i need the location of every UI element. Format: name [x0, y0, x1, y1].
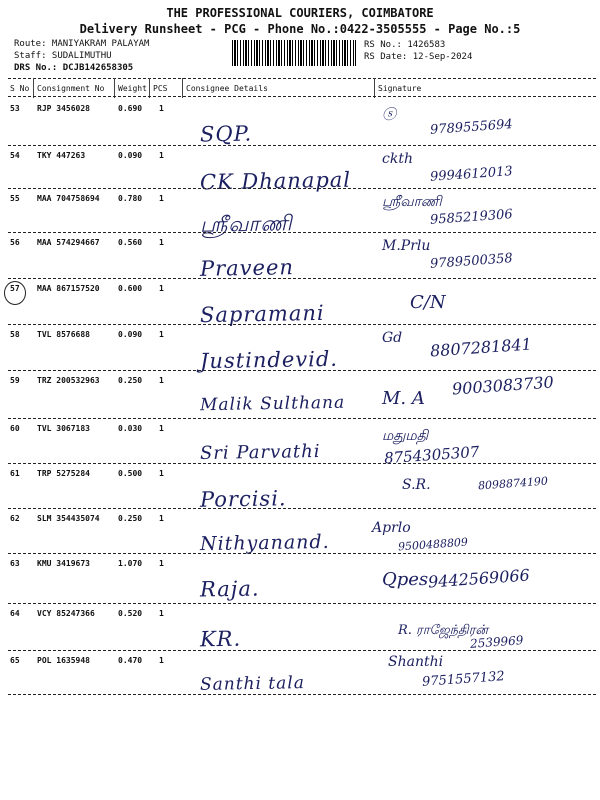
row-consignment-no: MAA 574294667 — [37, 238, 100, 247]
row-pcs: 1 — [159, 559, 164, 568]
handwritten-consignee: Porcisi. — [199, 486, 287, 512]
row-consignment-no: TRZ 200532963 — [37, 376, 100, 385]
handwritten-signature: S.R. — [402, 477, 431, 493]
table-row — [0, 650, 600, 718]
handwritten-consignee: CK Dhanapal — [199, 167, 352, 195]
row-pcs: 1 — [159, 376, 164, 385]
row-sno: 61 — [10, 469, 20, 478]
col-header-consignee: Consignee Details — [186, 84, 268, 93]
row-weight: 0.030 — [118, 424, 143, 433]
row-consignment-no: VCY 85247366 — [37, 609, 95, 618]
row-consignment-no: MAA 704758694 — [37, 194, 100, 203]
rs-number: RS No.: 1426583 — [364, 40, 446, 50]
route-label: Route: MANIYAKRAM PALAYAM — [14, 39, 150, 49]
row-consignment-no: TVL 3067183 — [37, 424, 90, 433]
row-pcs: 1 — [159, 609, 164, 618]
handwritten-consignee: Sri Parvathi — [199, 440, 321, 465]
row-separator — [8, 694, 596, 695]
handwritten-signature: Aprlo — [372, 520, 411, 536]
col-header-consignment: Consignment No — [37, 84, 105, 93]
handwritten-phone: 2539969 — [469, 633, 524, 651]
row-sno: 56 — [10, 238, 20, 247]
row-weight: 0.560 — [118, 238, 143, 247]
col-header-signature: Signature — [378, 84, 422, 93]
handwritten-phone: 9442569066 — [427, 565, 531, 592]
col-divider — [374, 78, 375, 98]
company-title: THE PROFESSIONAL COURIERS, COIMBATORE — [166, 6, 434, 20]
row-sno: 63 — [10, 559, 20, 568]
row-consignment-no: SLM 354435074 — [37, 514, 100, 523]
col-divider — [33, 78, 34, 98]
row-pcs: 1 — [159, 194, 164, 203]
handwritten-signature: ஸ்ரீவாணி — [382, 194, 442, 210]
row-sno: 65 — [10, 656, 20, 665]
staff-label: Staff: SUDALIMUTHU — [14, 51, 112, 61]
row-pcs: 1 — [159, 151, 164, 160]
handwritten-phone: 8098874190 — [477, 474, 549, 493]
row-weight: 0.250 — [118, 514, 143, 523]
handwritten-consignee: Santhi tala — [199, 673, 306, 695]
handwritten-consignee: Malik Sulthana — [199, 392, 346, 416]
header-top-rule — [8, 78, 596, 79]
handwritten-consignee: KR. — [199, 626, 242, 652]
handwritten-signature: Qpes — [382, 569, 429, 590]
row-pcs: 1 — [159, 424, 164, 433]
row-consignment-no: KMU 3419673 — [37, 559, 90, 568]
row-pcs: 1 — [159, 284, 164, 293]
row-sno: 60 — [10, 424, 20, 433]
handwritten-phone: 9789555694 — [429, 117, 514, 138]
row-weight: 0.250 — [118, 376, 143, 385]
row-sno: 55 — [10, 194, 20, 203]
barcode-image — [232, 40, 356, 66]
row-weight: 0.500 — [118, 469, 143, 478]
handwritten-signature: Shanthi — [388, 654, 444, 670]
handwritten-consignee: Justindevid. — [199, 346, 339, 374]
handwritten-phone: 9789500358 — [429, 251, 514, 272]
row-weight: 0.520 — [118, 609, 143, 618]
col-header-pcs: PCS — [153, 84, 168, 93]
col-header-weight: Weight — [118, 84, 147, 93]
header-bottom-rule — [8, 96, 596, 97]
handwritten-consignee: Sapramani — [199, 300, 325, 328]
handwritten-phone: 9585219306 — [429, 207, 514, 228]
handwritten-signature: C/N — [410, 292, 446, 313]
handwritten-signature: R. ராஜேந்திரன் — [398, 623, 488, 638]
row-weight: 0.090 — [118, 330, 143, 339]
handwritten-signature: மதுமதி — [382, 428, 429, 444]
row-pcs: 1 — [159, 656, 164, 665]
row-pcs: 1 — [159, 238, 164, 247]
row-weight: 0.690 — [118, 104, 143, 113]
handwritten-consignee: ஸ்ரீவாணி — [199, 211, 293, 237]
handwritten-phone: 9003083730 — [451, 372, 555, 399]
row-sno: 53 — [10, 104, 20, 113]
row-sno: 58 — [10, 330, 20, 339]
handwritten-phone: 8807281841 — [429, 334, 533, 361]
row-consignment-no: TRP 5275284 — [37, 469, 90, 478]
row-sno: 62 — [10, 514, 20, 523]
handwritten-consignee: Praveen — [199, 255, 295, 281]
handwritten-consignee: Nithyanand. — [199, 530, 330, 556]
handwritten-signature: ⓢ — [382, 107, 396, 123]
handwritten-phone: 9994612013 — [429, 164, 514, 185]
row-pcs: 1 — [159, 514, 164, 523]
row-sno: 54 — [10, 151, 20, 160]
row-pcs: 1 — [159, 330, 164, 339]
handwritten-phone: 9500488809 — [397, 535, 469, 554]
row-sno: 64 — [10, 609, 20, 618]
row-weight: 0.600 — [118, 284, 143, 293]
row-consignment-no: TKY 447263 — [37, 151, 86, 160]
handwritten-consignee: SQP. — [199, 121, 253, 147]
row-consignment-no: POL 1635948 — [37, 656, 90, 665]
row-weight: 0.090 — [118, 151, 143, 160]
row-consignment-no: RJP 3456028 — [37, 104, 90, 113]
col-divider — [149, 78, 150, 98]
handwritten-signature: M. A — [382, 388, 425, 409]
rs-date: RS Date: 12-Sep-2024 — [364, 52, 473, 62]
handwritten-signature: M.Prlu — [382, 238, 431, 254]
row-sno: 59 — [10, 376, 20, 385]
row-consignment-no: MAA 867157520 — [37, 284, 100, 293]
row-sno: 57 — [10, 284, 20, 293]
col-divider — [114, 78, 115, 98]
runsheet-subtitle: Delivery Runsheet - PCG - Phone No.:0422-3505555 - Page No.:5 — [79, 22, 521, 36]
col-header-sno: S No — [10, 84, 30, 93]
row-weight: 1.070 — [118, 559, 143, 568]
handwritten-consignee: Raja. — [199, 576, 260, 602]
row-pcs: 1 — [159, 469, 164, 478]
handwritten-phone: 8754305307 — [383, 442, 480, 468]
handwritten-signature: ckth — [382, 151, 413, 167]
handwritten-phone: 9751557132 — [421, 669, 506, 690]
handwritten-signature: Gd — [382, 330, 403, 346]
row-weight: 0.470 — [118, 656, 143, 665]
row-weight: 0.780 — [118, 194, 143, 203]
drs-number: DRS No.: DCJB142658305 — [14, 63, 134, 73]
col-divider — [182, 78, 183, 98]
row-consignment-no: TVL 8576688 — [37, 330, 90, 339]
row-pcs: 1 — [159, 104, 164, 113]
